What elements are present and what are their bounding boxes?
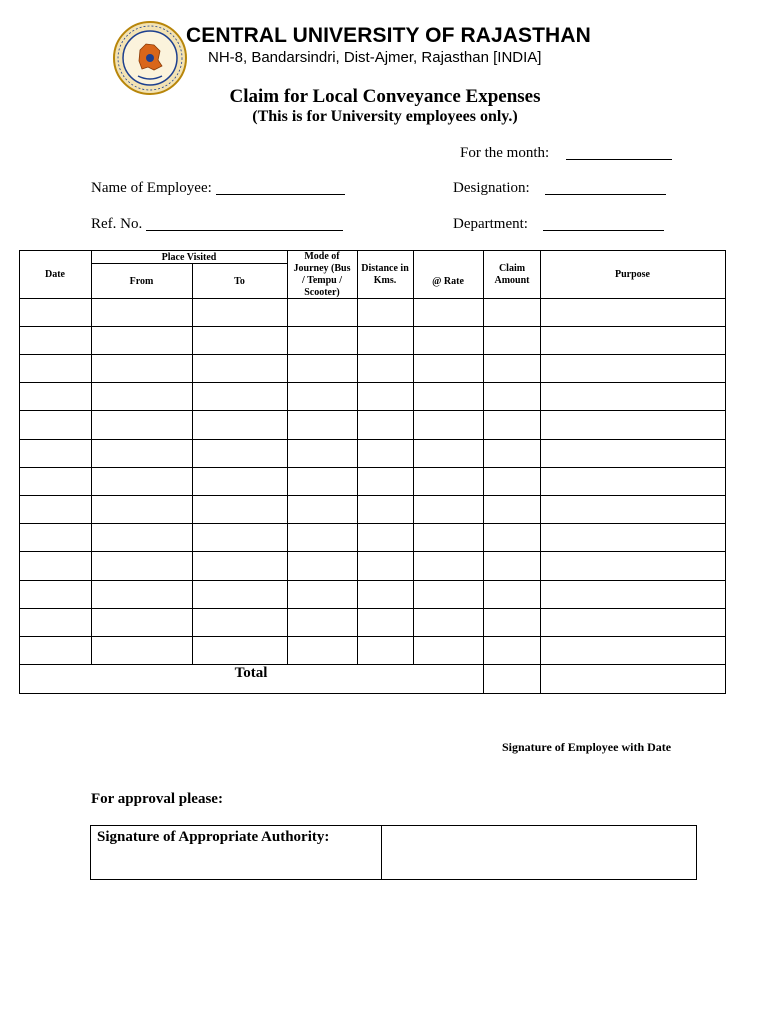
row-divider bbox=[19, 608, 726, 609]
ref-no-label: Ref. No. bbox=[91, 216, 143, 232]
col-divider bbox=[287, 250, 288, 664]
designation-label: Designation: bbox=[453, 180, 530, 196]
month-label: For the month: bbox=[460, 145, 550, 161]
authority-signature-box bbox=[90, 825, 697, 880]
row-divider bbox=[19, 326, 726, 327]
row-divider bbox=[19, 551, 726, 552]
month-field[interactable] bbox=[566, 145, 672, 160]
employee-name-label: Name of Employee: bbox=[91, 180, 212, 196]
header-from: From bbox=[129, 276, 154, 287]
row-divider bbox=[19, 354, 726, 355]
header-rate: @ Rate bbox=[432, 276, 464, 287]
department-field[interactable] bbox=[543, 216, 664, 231]
employee-signature-label: Signature of Employee with Date bbox=[502, 740, 672, 754]
university-seal-icon bbox=[112, 20, 188, 96]
col-divider bbox=[192, 263, 193, 664]
row-divider bbox=[19, 382, 726, 383]
authority-signature-label: Signature of Appropriate Authority: bbox=[97, 829, 330, 845]
university-name: CENTRAL UNIVERSITY OF RAJASTHAN bbox=[186, 24, 591, 47]
table-border-bottom bbox=[19, 693, 726, 694]
row-divider bbox=[19, 439, 726, 440]
col-divider bbox=[413, 250, 414, 664]
university-address: NH-8, Bandarsindri, Dist-Ajmer, Rajasthan [INDIA] bbox=[208, 49, 542, 66]
form-title: Claim for Local Conveyance Expenses bbox=[229, 86, 541, 107]
col-divider bbox=[91, 250, 92, 664]
header-place-visited: Place Visited bbox=[161, 252, 217, 263]
row-divider bbox=[19, 410, 726, 411]
header-to: To bbox=[234, 276, 245, 287]
form-subtitle: (This is for University employees only.) bbox=[252, 108, 518, 125]
header-purpose: Purpose bbox=[615, 269, 650, 280]
designation-field[interactable] bbox=[545, 180, 666, 195]
row-divider bbox=[19, 523, 726, 524]
authority-box-divider bbox=[381, 826, 382, 879]
table-border-top bbox=[19, 250, 726, 251]
table-border-left bbox=[19, 250, 20, 694]
header-date: Date bbox=[45, 269, 65, 280]
row-divider bbox=[19, 636, 726, 637]
header-divider bbox=[19, 298, 726, 299]
col-divider bbox=[483, 250, 484, 694]
employee-name-field[interactable] bbox=[216, 180, 345, 195]
col-divider bbox=[357, 250, 358, 664]
approval-label: For approval please: bbox=[91, 791, 223, 807]
ref-no-field[interactable] bbox=[146, 216, 343, 231]
header-distance: Distance in Kms. bbox=[361, 263, 409, 286]
row-divider bbox=[19, 467, 726, 468]
header-claim-amount: Claim Amount bbox=[494, 263, 530, 286]
header-mode-of-journey: Mode of Journey (Bus / Tempu / Scooter) bbox=[293, 251, 351, 298]
table-border-right bbox=[725, 250, 726, 694]
department-label: Department: bbox=[453, 216, 528, 232]
row-divider bbox=[19, 580, 726, 581]
expense-table bbox=[19, 250, 726, 694]
row-divider bbox=[19, 495, 726, 496]
total-label: Total bbox=[234, 665, 268, 681]
col-divider bbox=[540, 250, 541, 694]
